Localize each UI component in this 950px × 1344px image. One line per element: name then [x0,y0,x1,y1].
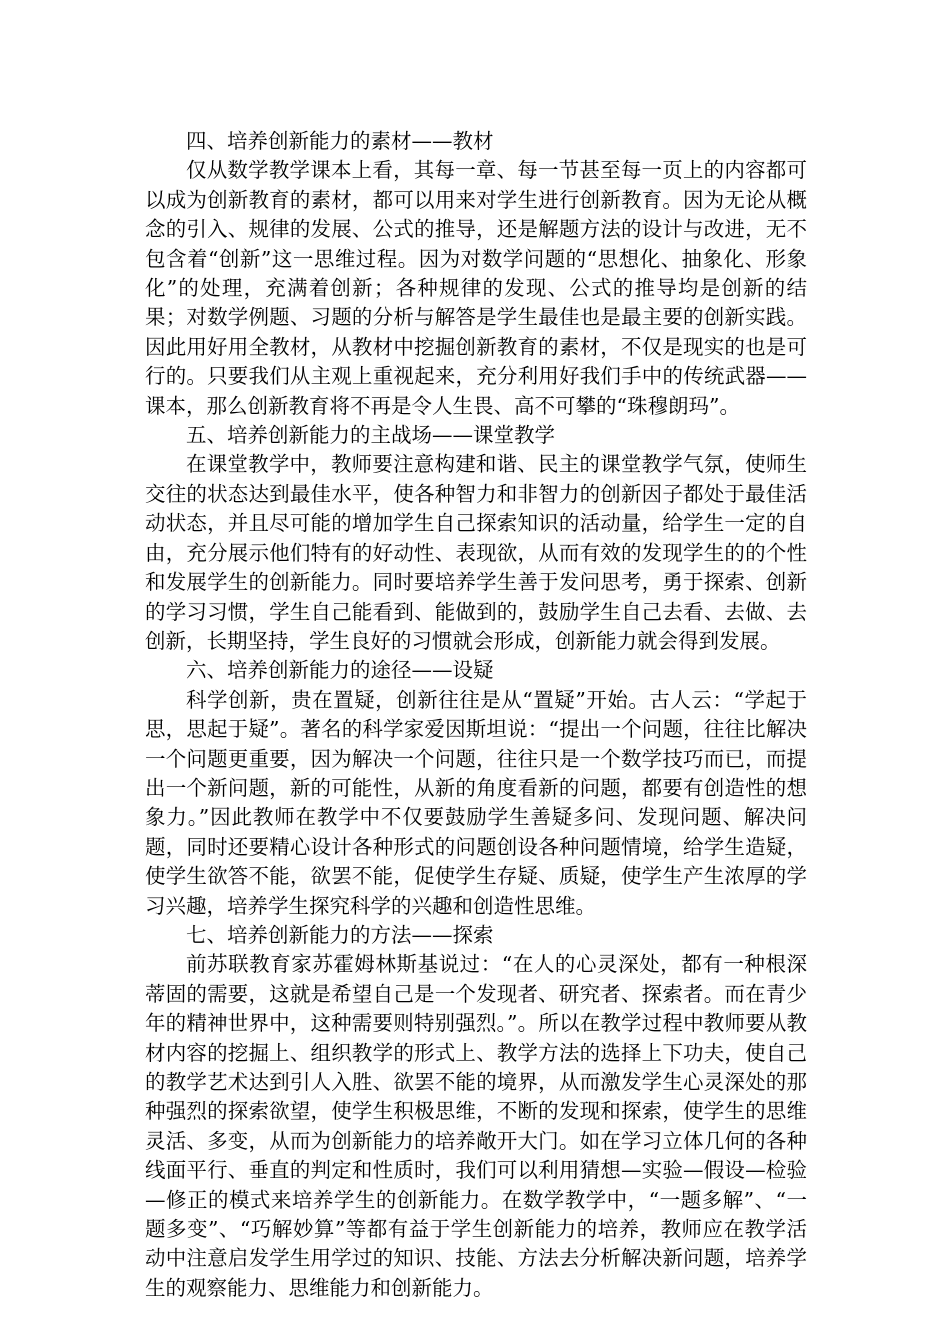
document-page [145,127,807,1303]
section-paragraph-5: 在课堂教学中，教师要注意构建和谐、民主的课堂教学气氛，使师生交往的状态达到最佳水平，使各种智力和非智力的创新因子都处于最佳活动状态，并且尽可能的增加学生自己探索知识的活动量，给学生一定的自由，充分展示他们特有的好动性、表现欲，从而有效的发现学生的的个性和发展学生的创新能力。同时要培养学生善于发问思考，勇于探索、创新的学习习惯，学生自己能看到、能做到的，鼓励学生自己去看、去做、去创新，长期坚持，学生良好的习惯就会形成，创新能力就会得到发展。 [145,452,807,653]
section-heading-6: 六、培养创新能力的途径——设疑 [186,658,494,683]
section-heading-4: 四、培养创新能力的素材——教材 [186,129,494,153]
section-paragraph-7: 前苏联教育家苏霍姆林斯基说过：“在人的心灵深处，都有一种根深蒂固的需要，这就是希望自己是一个发现者、研究者、探索者。而在青少年的精神世界中，这种需要则特别强烈。”。所以在教学过程中教师要从教材内容的挖掘上、组织教学的形式上、教学方法的选择上下功夫，使自己的教学艺术达到引人入胜、欲罢不能的境界，从而激发学生心灵深处的那种强烈的探索欲望，使学生积极思维，不断的发现和探索，使学生的思维灵活、多变，从而为创新能力的培养敞开大门。如在学习立体几何的各种线面平行、垂直的判定和性质时，我们可以利用猜想—实验—假设—检验—修正的模式来培养学生的创新能力。在数学教学中，“一题多解”、“一题多变”、“巧解妙算”等都有益于学生创新能力的培养，教师应在教学活动中注意启发学生用学过的知识、技能、方法去分析解决新问题，培养学生的观察能力、思维能力和创新能力。 [145,952,807,1300]
section-heading-7: 七、培养创新能力的方法——探索 [186,922,494,947]
section-paragraph-4: 仅从数学教学课本上看，其每一章、每一节甚至每一页上的内容都可以成为创新教育的素材，都可以用来对学生进行创新教育。因为无论从概念的引入、规律的发展、公式的推导，还是解题方法的设计与改进，无不包含着“创新”这一思维过程。因为对数学问题的“思想化、抽象化、形象化”的处理，充满着创新；各种规律的发现、公式的推导均是创新的结果；对数学例题、习题的分析与解答是学生最佳也是最主要的创新实践。因此用好用全教材，从教材中挖掘创新教育的素材，不仅是现实的也是可行的。只要我们从主观上重视起来，充分利用好我们手中的传统武器——课本，那么创新教育将不再是令人生畏、高不可攀的“珠穆朗玛”。 [145,158,807,418]
section-paragraph-6: 科学创新，贵在置疑，创新往往是从“置疑”开始。古人云：“学起于思，思起于疑”。著名的科学家爱因斯坦说：“提出一个问题，往往比解决一个问题更重要，因为解决一个问题，往往只是一个数学技巧而已，而提出一个新问题，新的可能性，从新的角度看新的问题，都要有创造性的想象力。”因此教师在教学中不仅要鼓励学生善疑多问、发现问题、解决问题，同时还要精心设计各种形式的问题创设各种问题情境，给学生造疑，使学生欲答不能，欲罢不能，促使学生存疑、质疑，使学生产生浓厚的学习兴趣，培养学生探究科学的兴趣和创造性思维。 [145,687,807,918]
section-heading-5: 五、培养创新能力的主战场——课堂教学 [186,423,555,448]
